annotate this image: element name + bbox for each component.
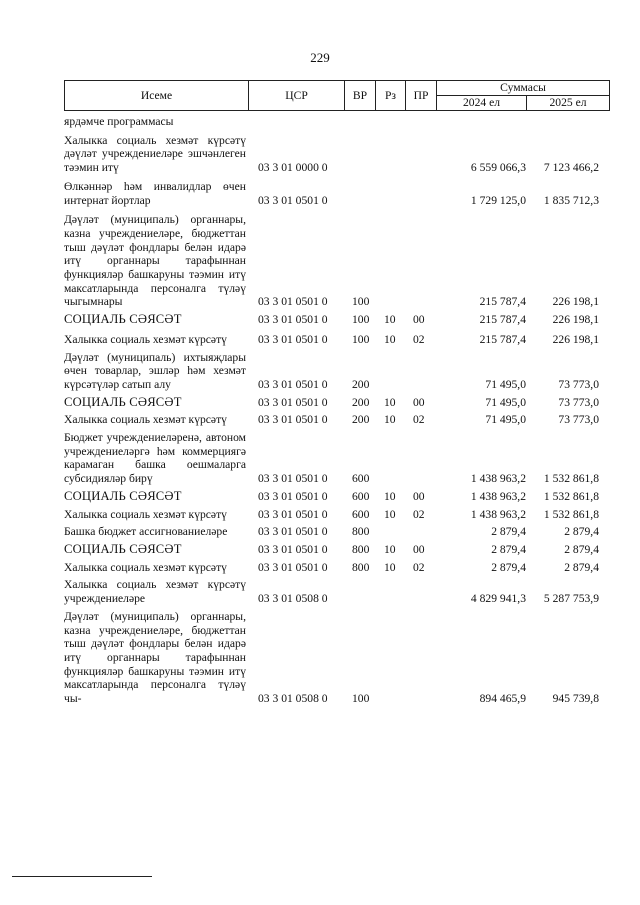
row-sum-2024: 215 787,4: [479, 332, 526, 346]
row-rz: 10: [384, 542, 396, 556]
row-rz: 10: [384, 413, 396, 427]
col-header-pr: ПР: [406, 81, 437, 111]
row-csr: 03 3 01 0000 0: [258, 161, 328, 175]
row-name: Халыкка социаль хезмәт күрсәтү: [64, 507, 227, 521]
row-sum-2024: 215 787,4: [479, 313, 526, 327]
table-row: [64, 508, 624, 522]
row-name: СОЦИАЛЬ СӘЯСӘТ: [64, 394, 182, 409]
row-sum-2024: 1 438 963,2: [470, 489, 526, 503]
row-sum-2024: 6 559 066,3: [470, 161, 526, 175]
row-sum-2025: 1 532 861,8: [543, 489, 599, 503]
row-pr: 00: [413, 542, 425, 556]
row-sum-2025: 2 879,4: [564, 542, 599, 556]
table-row: [64, 351, 624, 392]
table-header: [64, 80, 610, 111]
row-rz: 10: [384, 489, 396, 503]
row-vr: 200: [352, 395, 370, 409]
table-row: [64, 561, 624, 575]
row-sum-2024: 1 438 963,2: [470, 472, 526, 486]
page-number: 229: [310, 50, 330, 65]
row-sum-2025: 1 532 861,8: [543, 507, 599, 521]
table-row: [64, 213, 624, 309]
table-row: [64, 610, 624, 706]
table-row: [64, 396, 624, 410]
row-csr: 03 3 01 0501 0: [258, 193, 328, 207]
row-csr: 03 3 01 0501 0: [258, 395, 328, 409]
table-row: [64, 413, 624, 427]
table-row: [64, 490, 624, 504]
row-rz: 10: [384, 507, 396, 521]
table-row: [64, 578, 624, 605]
table-row: [64, 134, 624, 175]
row-name: СОЦИАЛЬ СӘЯСӘТ: [64, 312, 182, 327]
row-vr: 200: [352, 377, 370, 391]
table-row: [64, 180, 624, 207]
row-vr: 100: [352, 295, 370, 309]
row-pr: 02: [413, 560, 425, 574]
col-header-csr: ЦСР: [249, 81, 345, 111]
row-sum-2025: 1 835 712,3: [543, 193, 599, 207]
col-header-sums: Суммасы: [437, 81, 610, 96]
row-csr: 03 3 01 0501 0: [258, 542, 328, 556]
row-pr: 02: [413, 507, 425, 521]
row-pr: 02: [413, 413, 425, 427]
row-name: Дәүләт (муниципаль) ихтыяҗлары өчен товарлар, эшләр һәм хезмәт күрсәтүләр сатып алу: [64, 350, 246, 391]
table-body: [64, 115, 624, 706]
row-csr: 03 3 01 0501 0: [258, 507, 328, 521]
row-vr: 800: [352, 560, 370, 574]
footnote-rule: [12, 876, 152, 878]
col-header-2025: 2025 ел: [527, 96, 610, 111]
row-sum-2024: 1 729 125,0: [470, 193, 526, 207]
row-name: Халыкка социаль хезмәт күрсәтү дәүләт учреждениеләре эшчәнлеген тәэмин итү: [64, 133, 246, 175]
row-sum-2025: 73 773,0: [558, 377, 599, 391]
row-vr: 600: [352, 507, 370, 521]
row-rz: 10: [384, 332, 396, 346]
row-sum-2025: 73 773,0: [558, 413, 599, 427]
row-sum-2024: 71 495,0: [485, 413, 526, 427]
row-sum-2025: 1 532 861,8: [543, 472, 599, 486]
row-sum-2024: 2 879,4: [491, 542, 526, 556]
row-csr: 03 3 01 0501 0: [258, 295, 328, 309]
row-vr: 800: [352, 542, 370, 556]
row-name: Дәүләт (муниципаль) органнары, казна учреждениеләре, бюджеттан тыш дәүләт фондлары белән идарә итү органнары тарафыннан функцияләр башкаруны тәэмин итү максатларында персоналга түләү чы-: [64, 609, 246, 706]
row-vr: 100: [352, 332, 370, 346]
row-rz: 10: [384, 395, 396, 409]
row-name: СОЦИАЛЬ СӘЯСӘТ: [64, 488, 182, 503]
row-csr: 03 3 01 0501 0: [258, 413, 328, 427]
row-sum-2024: 894 465,9: [479, 692, 526, 706]
row-pr: 02: [413, 332, 425, 346]
table-row: [64, 115, 624, 129]
row-csr: 03 3 01 0501 0: [258, 332, 328, 346]
row-sum-2025: 226 198,1: [552, 313, 599, 327]
row-pr: 00: [413, 395, 425, 409]
row-csr: 03 3 01 0501 0: [258, 560, 328, 574]
row-sum-2025: 226 198,1: [552, 332, 599, 346]
row-name: Башка бюджет ассигнованиеләре: [64, 525, 228, 539]
row-name: СОЦИАЛЬ СӘЯСӘТ: [64, 541, 182, 556]
row-sum-2024: 2 879,4: [491, 525, 526, 539]
row-sum-2024: 71 495,0: [485, 377, 526, 391]
row-rz: 10: [384, 560, 396, 574]
row-sum-2025: 2 879,4: [564, 560, 599, 574]
row-name: Өлкәннәр һәм инвалидлар өчен интернат йортлар: [64, 179, 246, 207]
table-row: [64, 431, 624, 486]
row-sum-2024: 2 879,4: [491, 560, 526, 574]
row-csr: 03 3 01 0501 0: [258, 489, 328, 503]
table-row: [64, 333, 624, 347]
row-csr: 03 3 01 0508 0: [258, 692, 328, 706]
row-vr: 100: [352, 692, 370, 706]
row-sum-2025: 945 739,8: [552, 692, 599, 706]
row-sum-2025: 5 287 753,9: [543, 592, 599, 606]
row-name: Халыкка социаль хезмәт күрсәтү: [64, 413, 227, 427]
row-sum-2024: 4 829 941,3: [470, 592, 526, 606]
row-name: Дәүләт (муниципаль) органнары, казна учреждениеләре, бюджеттан тыш дәүләт фондлары белән идарә итү органнары тарафыннан функцияләр башкаруны тәэмин итү максатларында персоналга түләү чыгымнары: [64, 213, 246, 309]
row-vr: 600: [352, 489, 370, 503]
row-csr: 03 3 01 0508 0: [258, 592, 328, 606]
row-csr: 03 3 01 0501 0: [258, 377, 328, 391]
row-sum-2024: 1 438 963,2: [470, 507, 526, 521]
row-sum-2025: 226 198,1: [552, 295, 599, 309]
row-vr: 200: [352, 413, 370, 427]
row-csr: 03 3 01 0501 0: [258, 313, 328, 327]
table-row: [64, 525, 624, 539]
row-name: Халыкка социаль хезмәт күрсәтү учреждениеләре: [64, 578, 246, 606]
row-name: Халыкка социаль хезмәт күрсәтү: [64, 560, 227, 574]
row-sum-2025: 73 773,0: [558, 395, 599, 409]
row-sum-2024: 71 495,0: [485, 395, 526, 409]
row-csr: 03 3 01 0501 0: [258, 472, 328, 486]
row-name: Халыкка социаль хезмәт күрсәтү: [64, 332, 227, 346]
row-csr: 03 3 01 0501 0: [258, 525, 328, 539]
col-header-rz: Рз: [376, 81, 406, 111]
row-pr: 00: [413, 313, 425, 327]
row-sum-2025: 2 879,4: [564, 525, 599, 539]
row-vr: 600: [352, 472, 370, 486]
row-vr: 100: [352, 313, 370, 327]
row-pr: 00: [413, 489, 425, 503]
table-row: [64, 543, 624, 557]
row-name: Бюджет учреждениеләренә, автоном учреждениеләргә һәм коммерциягә карамаган башка оешмаларга субсидияләр бирү: [64, 431, 246, 486]
row-rz: 10: [384, 313, 396, 327]
row-name: ярдәмче программасы: [64, 115, 174, 128]
row-sum-2024: 215 787,4: [479, 295, 526, 309]
col-header-2024: 2024 ел: [437, 96, 527, 111]
col-header-vr: ВР: [345, 81, 376, 111]
col-header-name: Исеме: [65, 81, 249, 111]
row-sum-2025: 7 123 466,2: [543, 161, 599, 175]
table-row: [64, 313, 624, 327]
row-vr: 800: [352, 525, 370, 539]
